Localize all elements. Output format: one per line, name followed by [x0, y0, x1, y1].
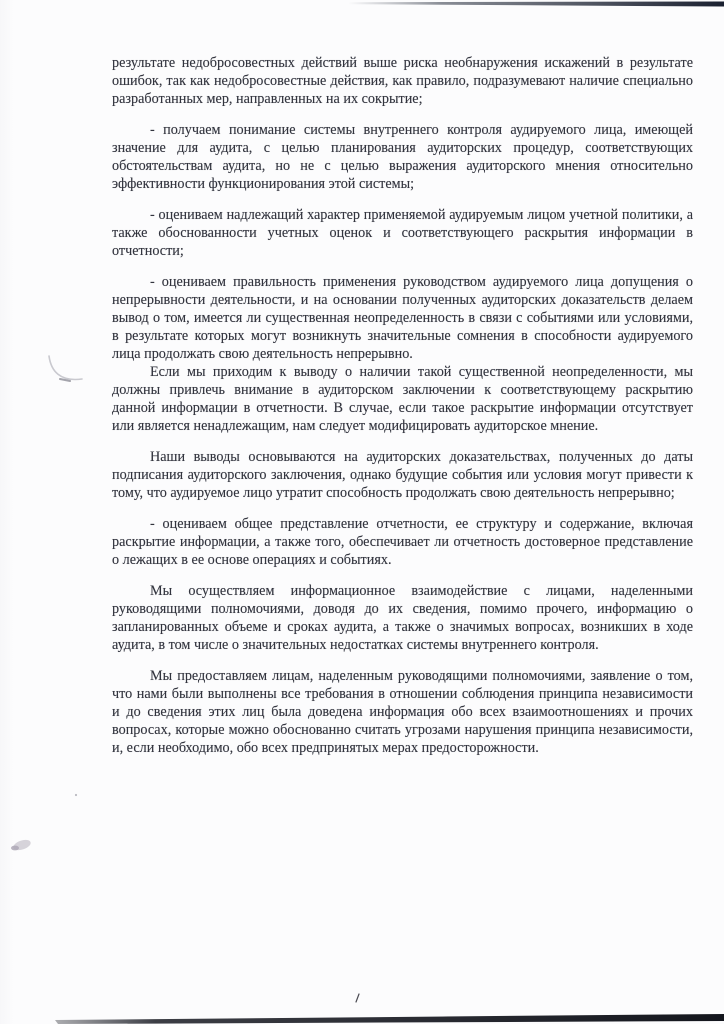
- paragraph-bullet-going-concern: - оцениваем правильность применения руководством аудируемого лица допущения о непрерывности деятельности, и на основании полученных аудиторских доказательств делаем вывод о том, имеется ли существенная неопределенность в связи с событиями или условиями, в результате которых могут возникнуть значительные сомнения в способности аудируемого лица продолжать свою деятельность непрерывно.: [112, 274, 693, 362]
- paragraph-material-uncertainty: Если мы приходим к выводу о наличии такой существенной неопределенности, мы должны привлечь внимание в аудиторском заключении к соответствующему раскрытию данной информации в отчетности. В случае, если такое раскрытие информации отсутствует или является ненадлежащим, нам следует модифицировать аудиторское мнение.: [112, 364, 693, 434]
- paragraph-bullet-accounting-policy: - оцениваем надлежащий характер применяемой аудируемым лицом учетной политики, а также обоснованности учетных оценок и соответствующего раскрытия информации в отчетности;: [112, 207, 693, 259]
- pencil-arc-mark-dark-segment: [60, 379, 70, 381]
- smudge-mark-dark-tip: [11, 846, 19, 851]
- smudge-mark: [12, 838, 32, 852]
- paragraph-conclusions-basis: Наши выводы основываются на аудиторских доказательствах, полученных до даты подписания аудиторского заключения, однако будущие события или условия могут привести к тому, что аудируемое лицо утратит способность продолжать свою деятельность непрерывно;: [112, 449, 693, 501]
- speck-mark: [75, 794, 77, 796]
- paragraph-communication-governance: Мы осуществляем информационное взаимодействие с лицами, наделенными руководящими полномочиями, доводя до их сведения, помимо прочего, информацию о запланированных объеме и сроках аудита, а также о значимых вопросах, возникших в ходе аудита, в том числе о значительных недостатках системы внутреннего контроля.: [112, 583, 693, 653]
- pencil-arc-mark: [49, 356, 82, 379]
- scan-edge-top-right: [348, 2, 724, 7]
- paragraph-continuation: результате недобросовестных действий выше риска необнаружения искажений в результате ошибок, так как недобросовестные действия, как правило, подразумевают наличие специально разработанных мер, направленных на их сокрытие;: [112, 55, 693, 107]
- document-text-block: [112, 54, 693, 757]
- scan-edge-bottom: [55, 1014, 724, 1024]
- paragraph-bullet-overall-presentation: - оцениваем общее представление отчетности, ее структуру и содержание, включая раскрытие информации, а также того, обеспечивает ли отчетность достоверное представление о лежащих в ее основе операциях и событиях.: [112, 516, 693, 568]
- stray-ink-mark: [356, 994, 359, 1002]
- paragraph-bullet-internal-control: - получаем понимание системы внутреннего контроля аудируемого лица, имеющей значение для аудита, с целью планирования аудиторских процедур, соответствующих обстоятельствам аудита, но не с целью выражения аудиторского мнения относительно эффективности функционирования этой системы;: [112, 122, 693, 192]
- paragraph-independence-statement: Мы предоставляем лицам, наделенным руководящими полномочиями, заявление о том, что нами были выполнены все требования в отношении соблюдения принципа независимости и до сведения этих лиц была доведена информация обо всех взаимоотношениях и прочих вопросах, которые можно обоснованно считать угрозами нарушения принципа независимости, и, если необходимо, обо всех предпринятых мерах предосторожности.: [112, 668, 693, 756]
